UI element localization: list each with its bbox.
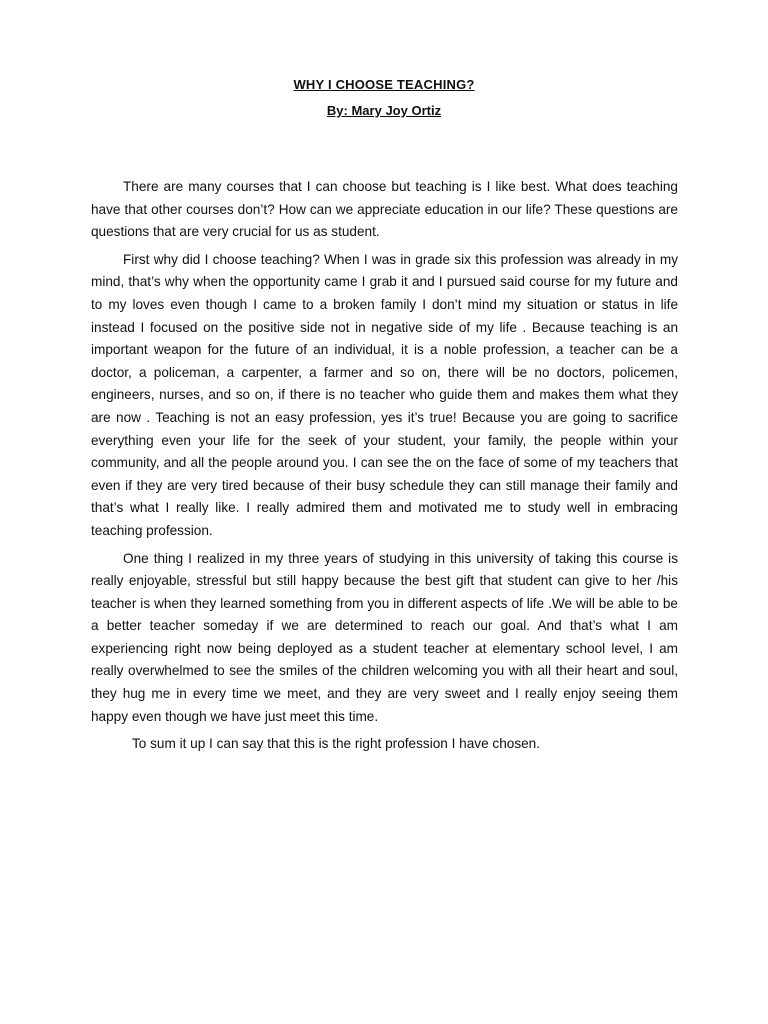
paragraph-why-teaching: First why did I choose teaching? When I was in grade six this profession was already in my mind, that’s why when the opportunity came I grab it and I pursued said course for my future and to my loves even though I came to a broken family I don’t mind my situation or status in life instead I focused on the positive side not in negative side of my life . Because teaching is an important weapon for the future of an individual, it is a noble profession, a teacher can be a doctor, a policeman, a carpenter, a farmer and so on, there will be no doctors, policemen, engineers, nurses, and so on, if there is no teacher who guide them and makes them what they are now . Teaching is not an easy profession, yes it’s true! Because you are going to sacrifice everything even your life for the seek of your student, your family, the people within your community, and all the people around you. I can see the on the face of some of my teachers that even if they are very tired because of their busy schedule they can still manage their family and that’s what I really like. I really admired them and motivated me to study well in embracing teaching profession. [91, 251, 678, 538]
paragraph-realization: One thing I realized in my three years of studying in this university of taking this course is really enjoyable, stressful but still happy because the best gift that student can give to her /his teacher is when they learned something from you in different aspects of life .We will be able to be a better teacher someday if we are determined to reach our goal. And that’s what I am experiencing right now being deployed as a student teacher at elementary school level, I am really overwhelmed to see the smiles of the children welcoming you with all their heart and soul, they hug me in every time we meet, and they are very sweet and I really enjoy seeing them happy even though we have just meet this time. [91, 550, 678, 724]
document-body [91, 176, 678, 761]
document-author: By: Mary Joy Ortiz [326, 103, 442, 118]
paragraph-intro: There are many courses that I can choose but teaching is I like best. What does teaching have that other courses don’t? How can we appreciate education in our life? These questions are questions that are very crucial for us as student. [91, 179, 678, 240]
paragraph-conclusion: To sum it up I can say that this is the right profession I have chosen. [132, 736, 541, 752]
document-title: WHY I CHOOSE TEACHING? [293, 77, 475, 92]
